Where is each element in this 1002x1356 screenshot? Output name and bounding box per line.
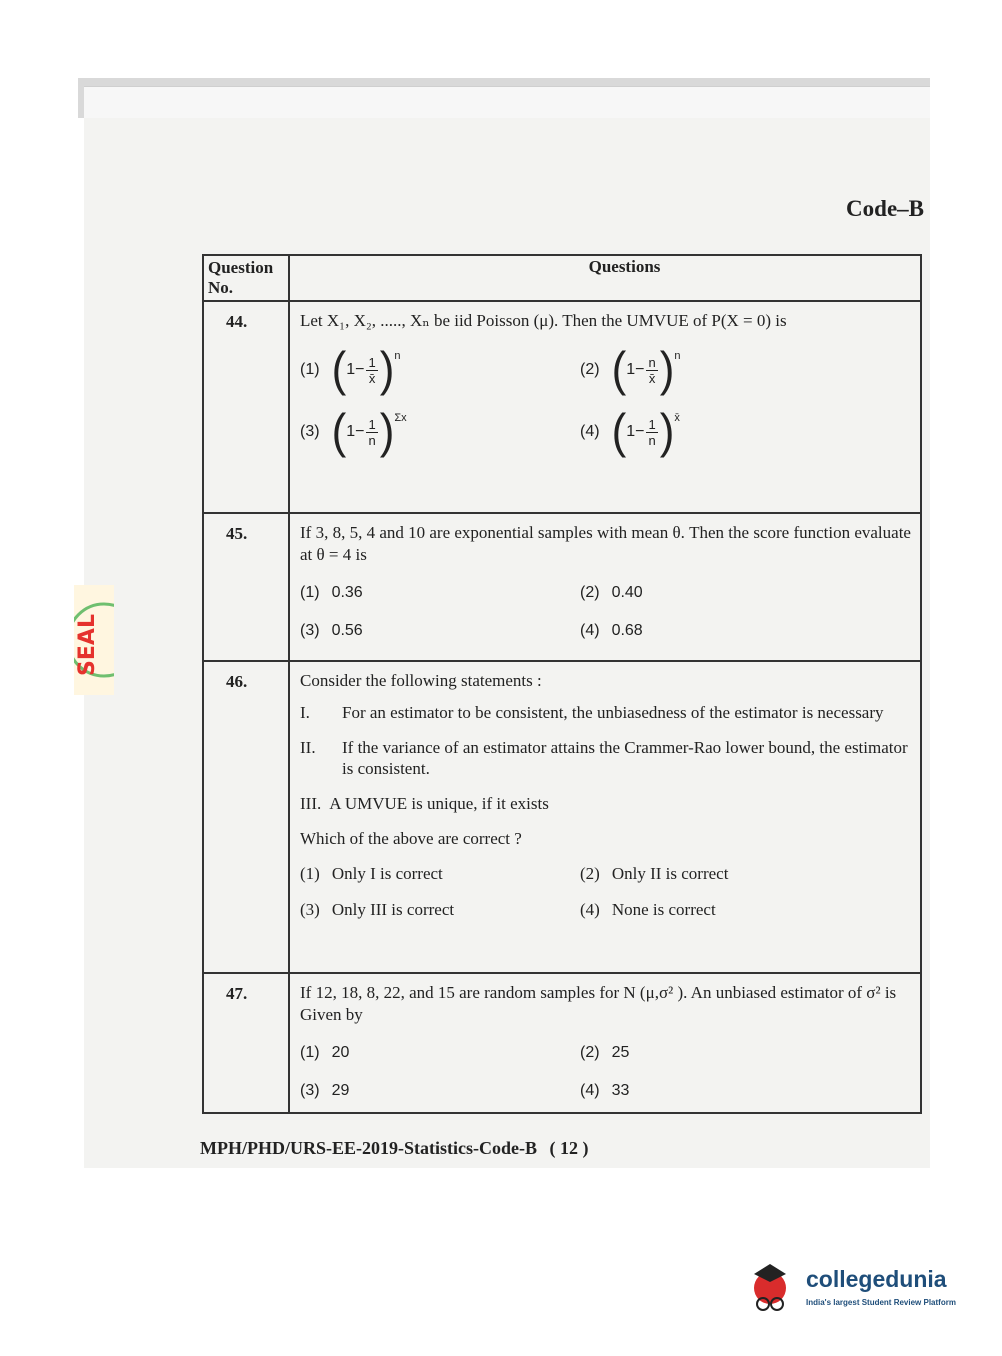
statement: I. For an estimator to be consistent, the unbiasedness of the estimator is necessary <box>300 703 884 722</box>
options <box>300 584 912 640</box>
header-questions: Questions <box>289 255 921 301</box>
option-4: (4) 0.68 <box>580 622 643 639</box>
question-number: 46. <box>203 661 289 973</box>
statements <box>300 702 912 814</box>
page-number: ( 12 ) <box>549 1138 589 1158</box>
option-3: (3) ( 1− $\frac{1}{n}$ ) Σx <box>300 404 407 459</box>
question-body <box>289 301 921 513</box>
paper-code: Code–B <box>846 196 924 221</box>
page-footer <box>200 1138 588 1159</box>
option-2: (2) 0.40 <box>580 584 643 601</box>
question-body <box>289 513 921 661</box>
option-3: (3) 29 <box>300 1082 350 1099</box>
scan-border-inner <box>84 86 930 121</box>
formula: ( 1− $\frac{1}{n}$ ) Σx <box>331 404 407 459</box>
options <box>300 1044 912 1100</box>
questions-table <box>202 254 922 1114</box>
question-stem: Let X₁, X₂, ....., Xₙ be iid Poisson (μ). Then the UMVUE of P(X = 0) is <box>300 311 787 330</box>
option-2: (2) 25 <box>580 1044 630 1061</box>
question-row <box>203 661 921 973</box>
options <box>300 342 912 459</box>
question-stem: If 3, 8, 5, 4 and 10 are exponential samples with mean θ. Then the score function evaluate at θ = 4 is <box>300 523 911 564</box>
question-number: 45. <box>203 513 289 661</box>
question-stem: If 12, 18, 8, 22, and 15 are random samples for N (μ,σ² ). An unbiased estimator of σ² is Given by <box>300 983 897 1024</box>
question-body <box>289 661 921 973</box>
footer-code: MPH/PHD/URS-EE-2019-Statistics-Code-B <box>200 1138 537 1158</box>
option-1: (1) Only I is correct <box>300 864 443 883</box>
question-number: 47. <box>203 973 289 1113</box>
question-row <box>203 513 921 661</box>
question-row <box>203 973 921 1113</box>
option-1: (1) ( 1− $\frac{1}{x̄}$ ) n <box>300 342 401 397</box>
statement: II. If the variance of an estimator attains the Crammer-Rao lower bound, the estimator is consistent. <box>300 738 908 778</box>
option-2: (2) Only II is correct <box>580 864 729 883</box>
option-1: (1) 20 <box>300 1044 350 1061</box>
option-4: (4) None is correct <box>580 900 716 919</box>
formula: ( 1− $\frac{n}{x̄}$ ) n <box>611 342 681 397</box>
question-number: 44. <box>203 301 289 513</box>
formula: ( 1− $\frac{1}{x̄}$ ) n <box>331 342 401 397</box>
option-3: (3) Only III is correct <box>300 900 455 919</box>
watermark-tagline: India's largest Student Review Platform <box>806 1298 956 1307</box>
seal-stamp-icon <box>74 585 114 695</box>
question-stem: Consider the following statements : <box>300 671 542 690</box>
formula: ( 1− $\frac{1}{n}$ ) x̄ <box>611 404 680 459</box>
option-3: (3) 0.56 <box>300 622 363 639</box>
option-2: (2) ( 1− $\frac{n}{x̄}$ ) n <box>580 342 681 397</box>
question-body <box>289 973 921 1113</box>
statement: III. A UMVUE is unique, if it exists <box>300 794 549 813</box>
option-4: (4) 33 <box>580 1082 630 1099</box>
table-header-row <box>203 255 921 301</box>
option-4: (4) ( 1− $\frac{1}{n}$ ) x̄ <box>580 404 680 459</box>
watermark-brand: collegedunia <box>806 1266 947 1292</box>
header-question-no: Question No. <box>203 255 289 301</box>
option-1: (1) 0.36 <box>300 584 363 601</box>
question-row <box>203 301 921 513</box>
question-prompt: Which of the above are correct ? <box>300 829 522 848</box>
options <box>300 864 912 920</box>
seal-text: SEAL <box>75 614 100 676</box>
